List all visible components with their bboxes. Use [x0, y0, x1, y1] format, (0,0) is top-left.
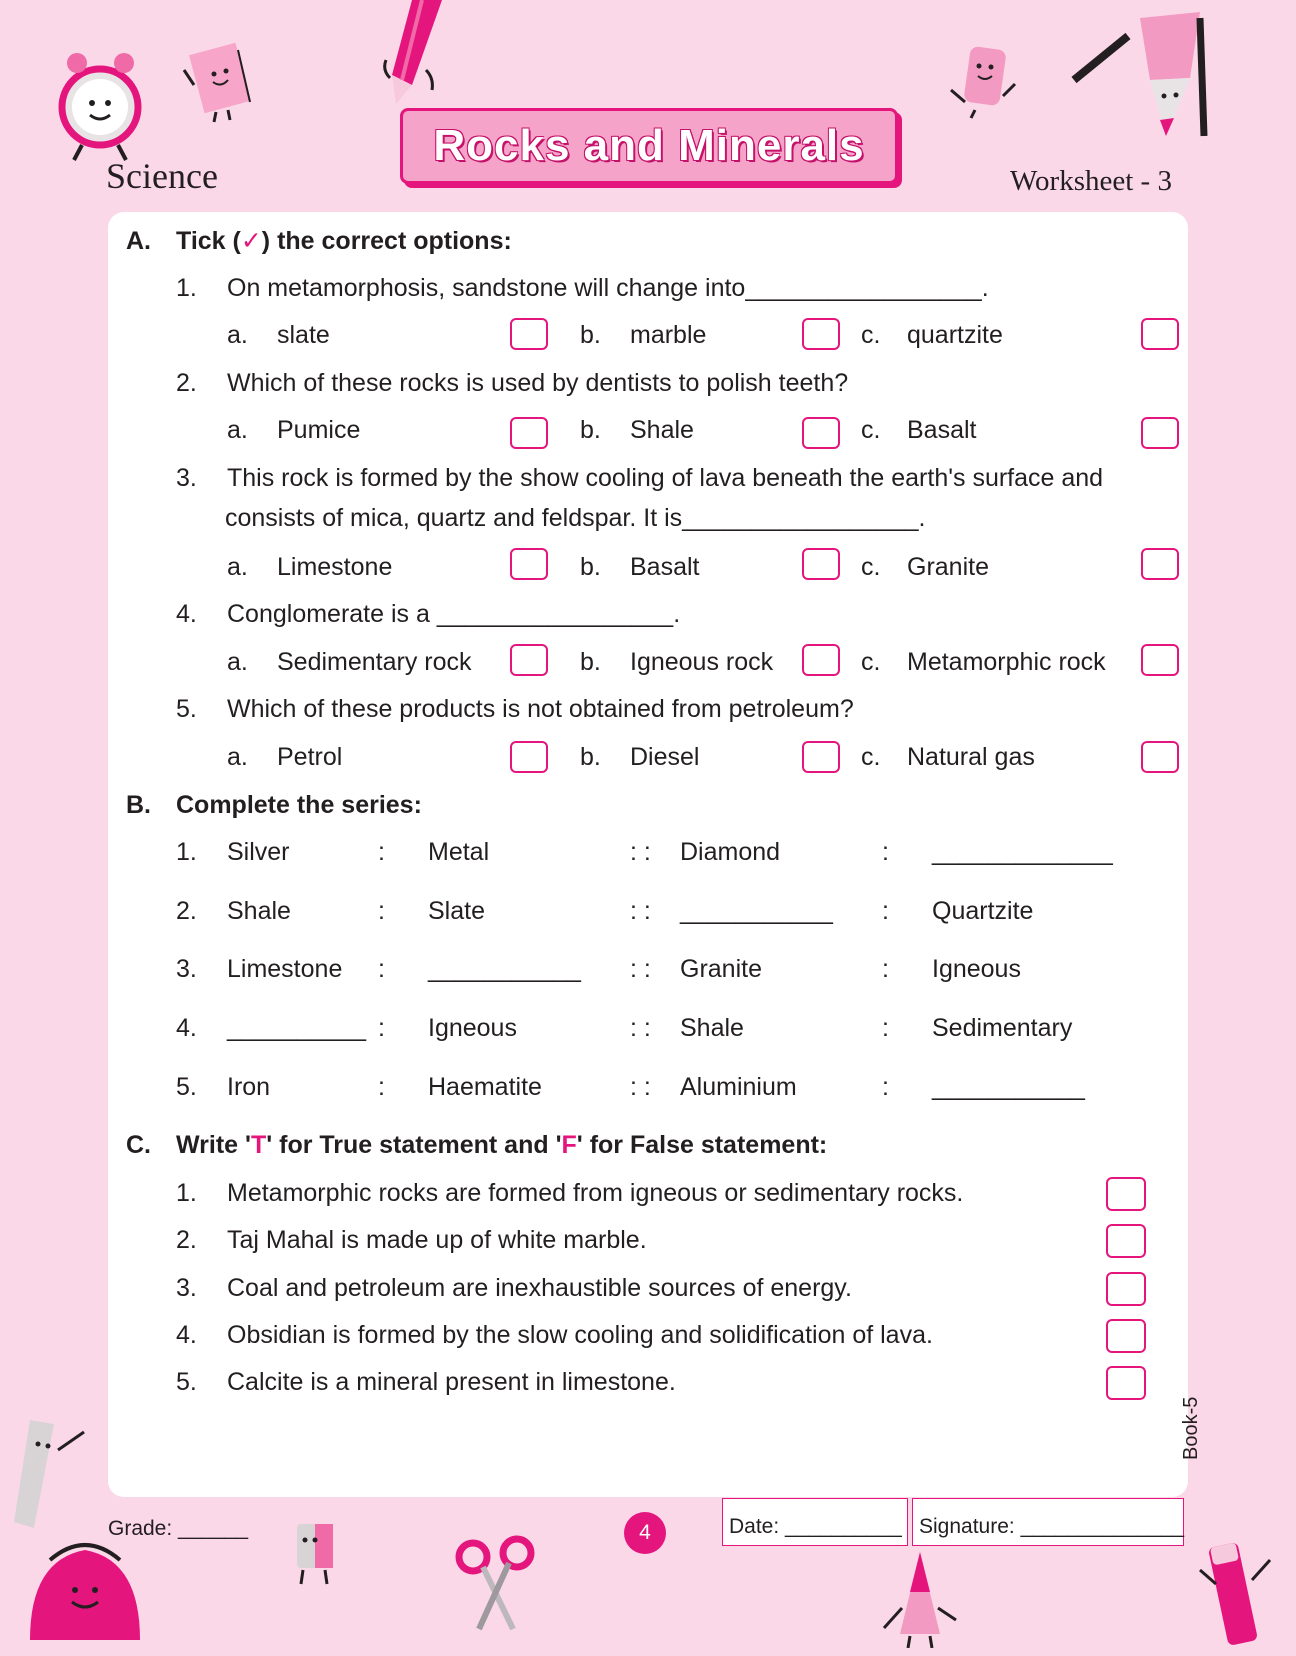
option-checkbox[interactable] — [802, 548, 840, 580]
section-c-title — [176, 1130, 827, 1160]
eraser-icon — [945, 40, 1025, 120]
question-number: 3. — [176, 464, 197, 492]
option-text: Igneous rock — [630, 648, 774, 676]
section-b-letter: B. — [126, 791, 151, 819]
option-checkbox[interactable] — [1141, 318, 1179, 350]
statement-number: 4. — [176, 1321, 197, 1349]
ruler-character-icon — [10, 1410, 90, 1530]
question-text: This rock is formed by the show cooling of lava beneath the earth's surface and — [227, 464, 1104, 492]
series-double-separator: : : — [630, 955, 651, 983]
section-c-title-part: ' for True statement and ' — [266, 1131, 562, 1159]
option-text: Natural gas — [907, 743, 1035, 771]
scissors-icon — [455, 1535, 535, 1635]
section-c-title-part: ' for False statement: — [576, 1131, 828, 1159]
section-a-title-pre: Tick ( — [176, 227, 241, 255]
true-false-box[interactable] — [1106, 1177, 1146, 1211]
series-term-c: Granite — [680, 955, 762, 983]
sharpener-icon — [285, 1518, 345, 1588]
crayon-character-icon — [880, 1548, 960, 1648]
statement-text: Metamorphic rocks are formed from igneous or sedimentary rocks. — [227, 1179, 964, 1207]
grade-field[interactable]: Grade: ______ — [108, 1517, 249, 1540]
option-text: Limestone — [277, 553, 393, 581]
statement-number: 1. — [176, 1179, 197, 1207]
date-field[interactable]: Date: __________ — [722, 1498, 908, 1546]
notepad-icon — [176, 40, 261, 125]
series-term-b: ___________ — [428, 955, 581, 983]
option-checkbox[interactable] — [802, 741, 840, 773]
series-double-separator: : : — [630, 1073, 651, 1101]
statement-number: 2. — [176, 1226, 197, 1254]
option-text: Pumice — [277, 416, 361, 444]
series-number: 1. — [176, 838, 197, 866]
series-number: 5. — [176, 1073, 197, 1101]
option-letter: a. — [227, 553, 248, 581]
section-a-title-post: ) the correct options: — [261, 227, 512, 255]
series-separator: : — [378, 838, 385, 866]
option-letter: b. — [580, 416, 601, 444]
series-separator: : — [378, 955, 385, 983]
series-separator: : — [882, 838, 889, 866]
option-text: marble — [630, 321, 707, 349]
series-double-separator: : : — [630, 897, 651, 925]
section-b-title: Complete the series: — [176, 791, 422, 819]
signature-field[interactable]: Signature: ______________ — [912, 1498, 1184, 1546]
option-letter: b. — [580, 321, 601, 349]
option-text: Metamorphic rock — [907, 648, 1106, 676]
option-checkbox[interactable] — [510, 644, 548, 676]
series-double-separator: : : — [630, 838, 651, 866]
series-double-separator: : : — [630, 1014, 651, 1042]
option-checkbox[interactable] — [1141, 548, 1179, 580]
true-false-box[interactable] — [1106, 1319, 1146, 1353]
option-text: Shale — [630, 416, 694, 444]
question-text: Which of these rocks is used by dentists to polish teeth? — [227, 369, 849, 397]
option-letter: a. — [227, 743, 248, 771]
option-text: Basalt — [630, 553, 700, 581]
backpack-icon — [20, 1520, 150, 1650]
statement-number: 3. — [176, 1274, 197, 1302]
series-term-d: Igneous — [932, 955, 1021, 983]
subject-label: Science — [106, 156, 218, 196]
page-title: Rocks and Minerals — [433, 121, 865, 170]
pen-character-icon — [1190, 1540, 1280, 1650]
question-number: 2. — [176, 369, 197, 397]
option-checkbox[interactable] — [1141, 644, 1179, 676]
option-letter: c. — [861, 321, 881, 349]
option-checkbox[interactable] — [1141, 741, 1179, 773]
title-banner — [400, 108, 898, 184]
statement-text: Taj Mahal is made up of white marble. — [227, 1226, 647, 1254]
pencil-icon — [382, 0, 452, 110]
option-checkbox[interactable] — [510, 741, 548, 773]
series-term-c: ___________ — [680, 897, 833, 925]
series-term-b: Haematite — [428, 1073, 542, 1101]
option-checkbox[interactable] — [1141, 417, 1179, 449]
series-term-d: Sedimentary — [932, 1014, 1073, 1042]
series-separator: : — [882, 955, 889, 983]
statement-number: 5. — [176, 1368, 197, 1396]
statement-text: Obsidian is formed by the slow cooling and solidification of lava. — [227, 1321, 933, 1349]
option-checkbox[interactable] — [510, 548, 548, 580]
option-checkbox[interactable] — [510, 318, 548, 350]
alarm-clock-icon — [52, 45, 147, 165]
series-term-d: ___________ — [932, 1073, 1085, 1101]
true-false-box[interactable] — [1106, 1224, 1146, 1258]
series-term-c: Aluminium — [680, 1073, 797, 1101]
question-number: 1. — [176, 274, 197, 302]
option-text: quartzite — [907, 321, 1003, 349]
option-text: Diesel — [630, 743, 700, 771]
false-letter: F — [561, 1131, 577, 1159]
series-term-b: Igneous — [428, 1014, 517, 1042]
series-separator: : — [882, 1073, 889, 1101]
series-term-b: Metal — [428, 838, 490, 866]
option-checkbox[interactable] — [802, 318, 840, 350]
option-letter: b. — [580, 743, 601, 771]
option-letter: a. — [227, 321, 248, 349]
page-number: 4 — [624, 1512, 666, 1554]
option-letter: a. — [227, 416, 248, 444]
section-a-title — [176, 226, 512, 256]
option-letter: b. — [580, 553, 601, 581]
option-text: Basalt — [907, 416, 977, 444]
option-letter: c. — [861, 416, 881, 444]
question-text: Conglomerate is a _________________. — [227, 600, 681, 628]
series-term-c: Diamond — [680, 838, 781, 866]
series-separator: : — [378, 1014, 385, 1042]
series-separator: : — [882, 897, 889, 925]
series-term-a: __________ — [227, 1014, 367, 1042]
option-text: Granite — [907, 553, 989, 581]
option-checkbox[interactable] — [802, 644, 840, 676]
series-separator: : — [882, 1014, 889, 1042]
option-letter: c. — [861, 648, 881, 676]
series-term-a: Shale — [227, 897, 291, 925]
pencil-character-icon — [1070, 8, 1210, 138]
option-checkbox[interactable] — [802, 417, 840, 449]
option-text: Sedimentary rock — [277, 648, 472, 676]
series-term-d: Quartzite — [932, 897, 1034, 925]
series-term-a: Silver — [227, 838, 290, 866]
true-false-box[interactable] — [1106, 1366, 1146, 1400]
option-letter: b. — [580, 648, 601, 676]
series-number: 3. — [176, 955, 197, 983]
question-text: Which of these products is not obtained from petroleum? — [227, 695, 854, 723]
section-a-letter: A. — [126, 227, 151, 255]
statement-text: Coal and petroleum are inexhaustible sources of energy. — [227, 1274, 852, 1302]
worksheet-number: Worksheet - 3 — [1010, 165, 1172, 197]
series-term-a: Iron — [227, 1073, 271, 1101]
question-text-line2: consists of mica, quartz and feldspar. It is_________________. — [225, 504, 926, 532]
series-term-b: Slate — [428, 897, 485, 925]
option-text: Petrol — [277, 743, 343, 771]
true-false-box[interactable] — [1106, 1272, 1146, 1306]
book-label: Book-5 — [1180, 1396, 1202, 1460]
tick-icon: ✓ — [240, 227, 262, 255]
option-letter: c. — [861, 743, 881, 771]
statement-text: Calcite is a mineral present in limestone. — [227, 1368, 676, 1396]
series-separator: : — [378, 1073, 385, 1101]
series-separator: : — [378, 897, 385, 925]
section-c-letter: C. — [126, 1131, 151, 1159]
series-number: 2. — [176, 897, 197, 925]
option-letter: c. — [861, 553, 881, 581]
series-term-d: _____________ — [932, 838, 1113, 866]
option-text: slate — [277, 321, 330, 349]
option-letter: a. — [227, 648, 248, 676]
true-letter: T — [250, 1131, 267, 1159]
option-checkbox[interactable] — [510, 417, 548, 449]
question-number: 5. — [176, 695, 197, 723]
question-number: 4. — [176, 600, 197, 628]
series-number: 4. — [176, 1014, 197, 1042]
series-term-c: Shale — [680, 1014, 744, 1042]
series-term-a: Limestone — [227, 955, 343, 983]
section-c-title-part: Write ' — [176, 1131, 251, 1159]
question-text: On metamorphosis, sandstone will change into_________________. — [227, 274, 989, 302]
